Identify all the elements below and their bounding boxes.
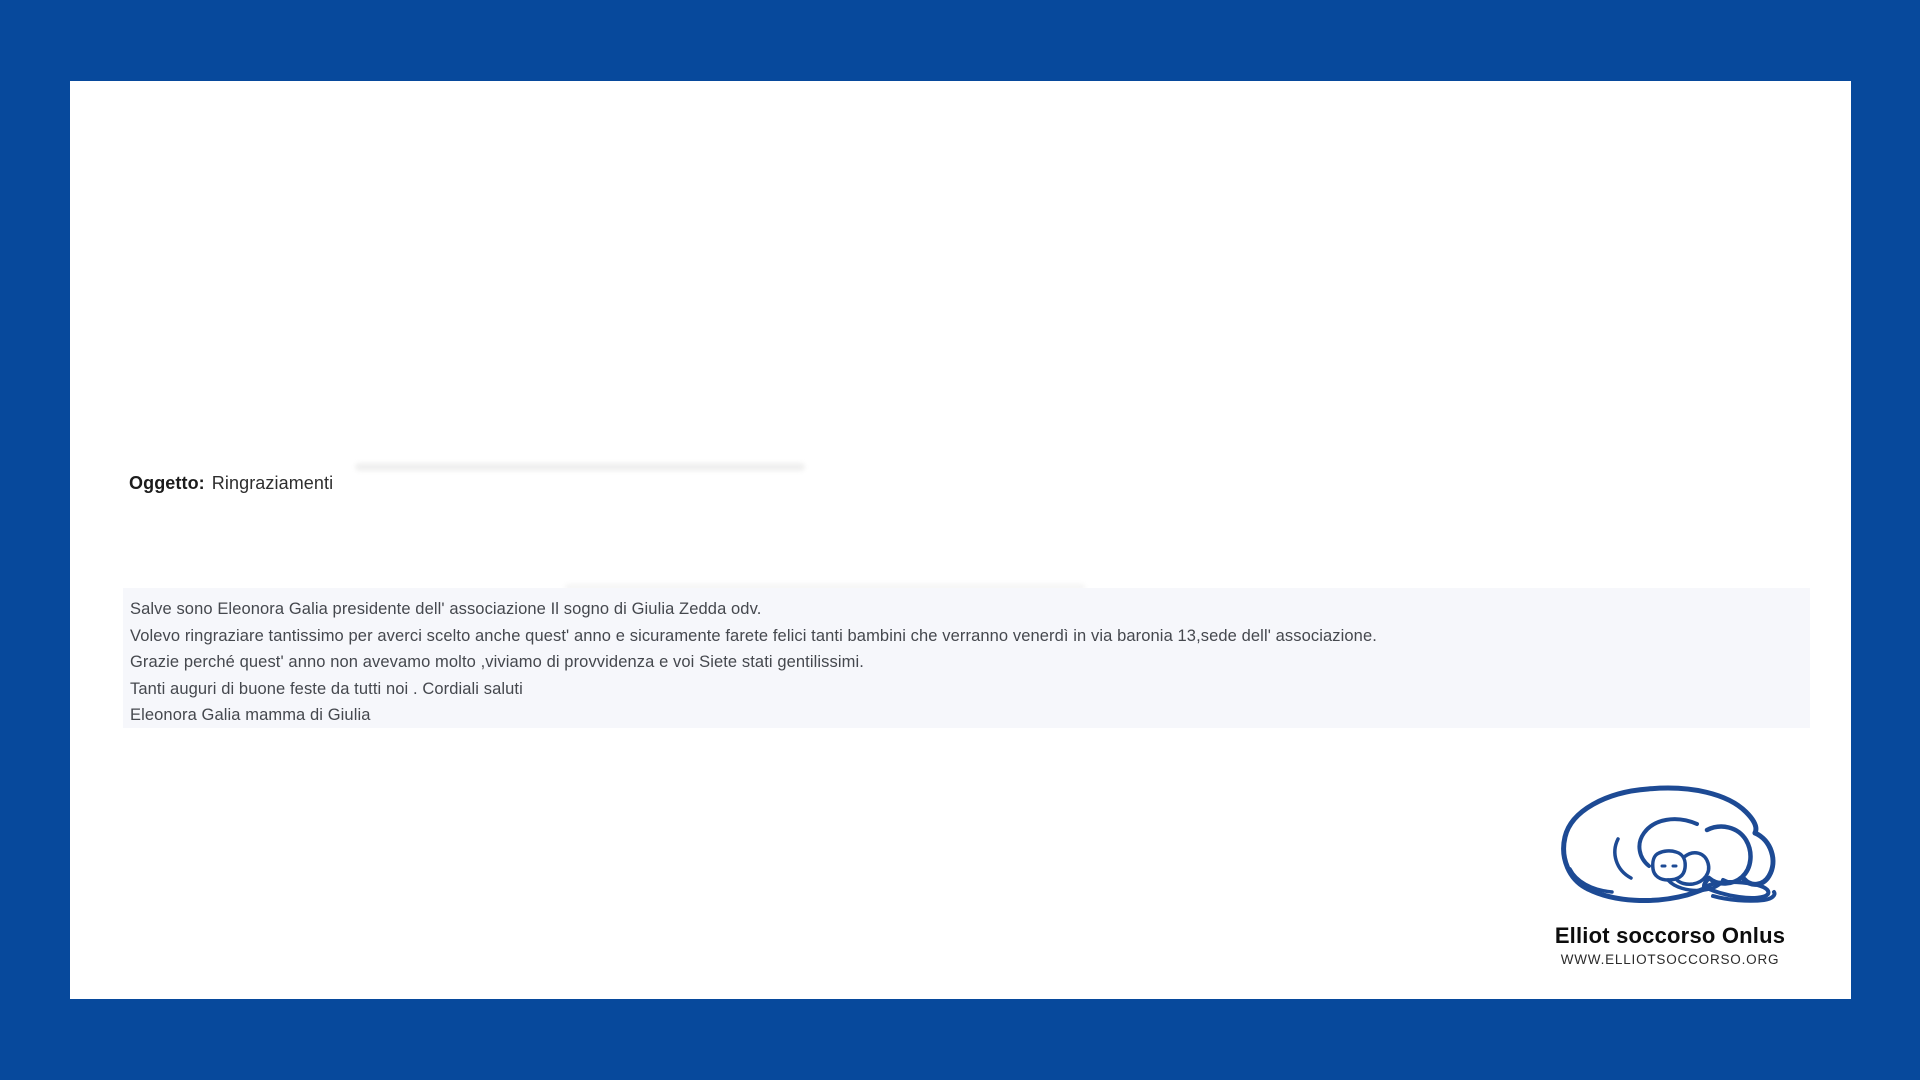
message-line: Eleonora Galia mamma di Giulia [130, 706, 371, 725]
erased-text-smudge [355, 463, 805, 471]
subject-line [129, 471, 333, 495]
sleeping-dog-and-cat-icon [1556, 781, 1784, 917]
subject-value: Ringraziamenti [211, 473, 334, 493]
message-line: Tanti auguri di buone feste da tutti noi . Cordiali saluti [130, 679, 523, 698]
organization-logo [1536, 781, 1804, 967]
organization-website: WWW.ELLIOTSOCCORSO.ORG [1560, 952, 1780, 967]
message-body [123, 588, 1810, 728]
message-line: Grazie perché quest' anno non avevamo molto ,viviamo di provvidenza e voi Siete stati gentilissimi. [130, 653, 864, 672]
organization-name: Elliot soccorso Onlus [1554, 923, 1786, 948]
message-line: Volevo ringraziare tantissimo per averci scelto anche quest' anno e sicuramente farete felici tanti bambini che verranno venerdì in via baronia 13,sede dell' associazione. [130, 626, 1377, 645]
document-card [70, 81, 1851, 999]
subject-label: Oggetto: [129, 473, 205, 493]
message-line: Salve sono Eleonora Galia presidente dell' associazione Il sogno di Giulia Zedda odv. [130, 600, 762, 618]
